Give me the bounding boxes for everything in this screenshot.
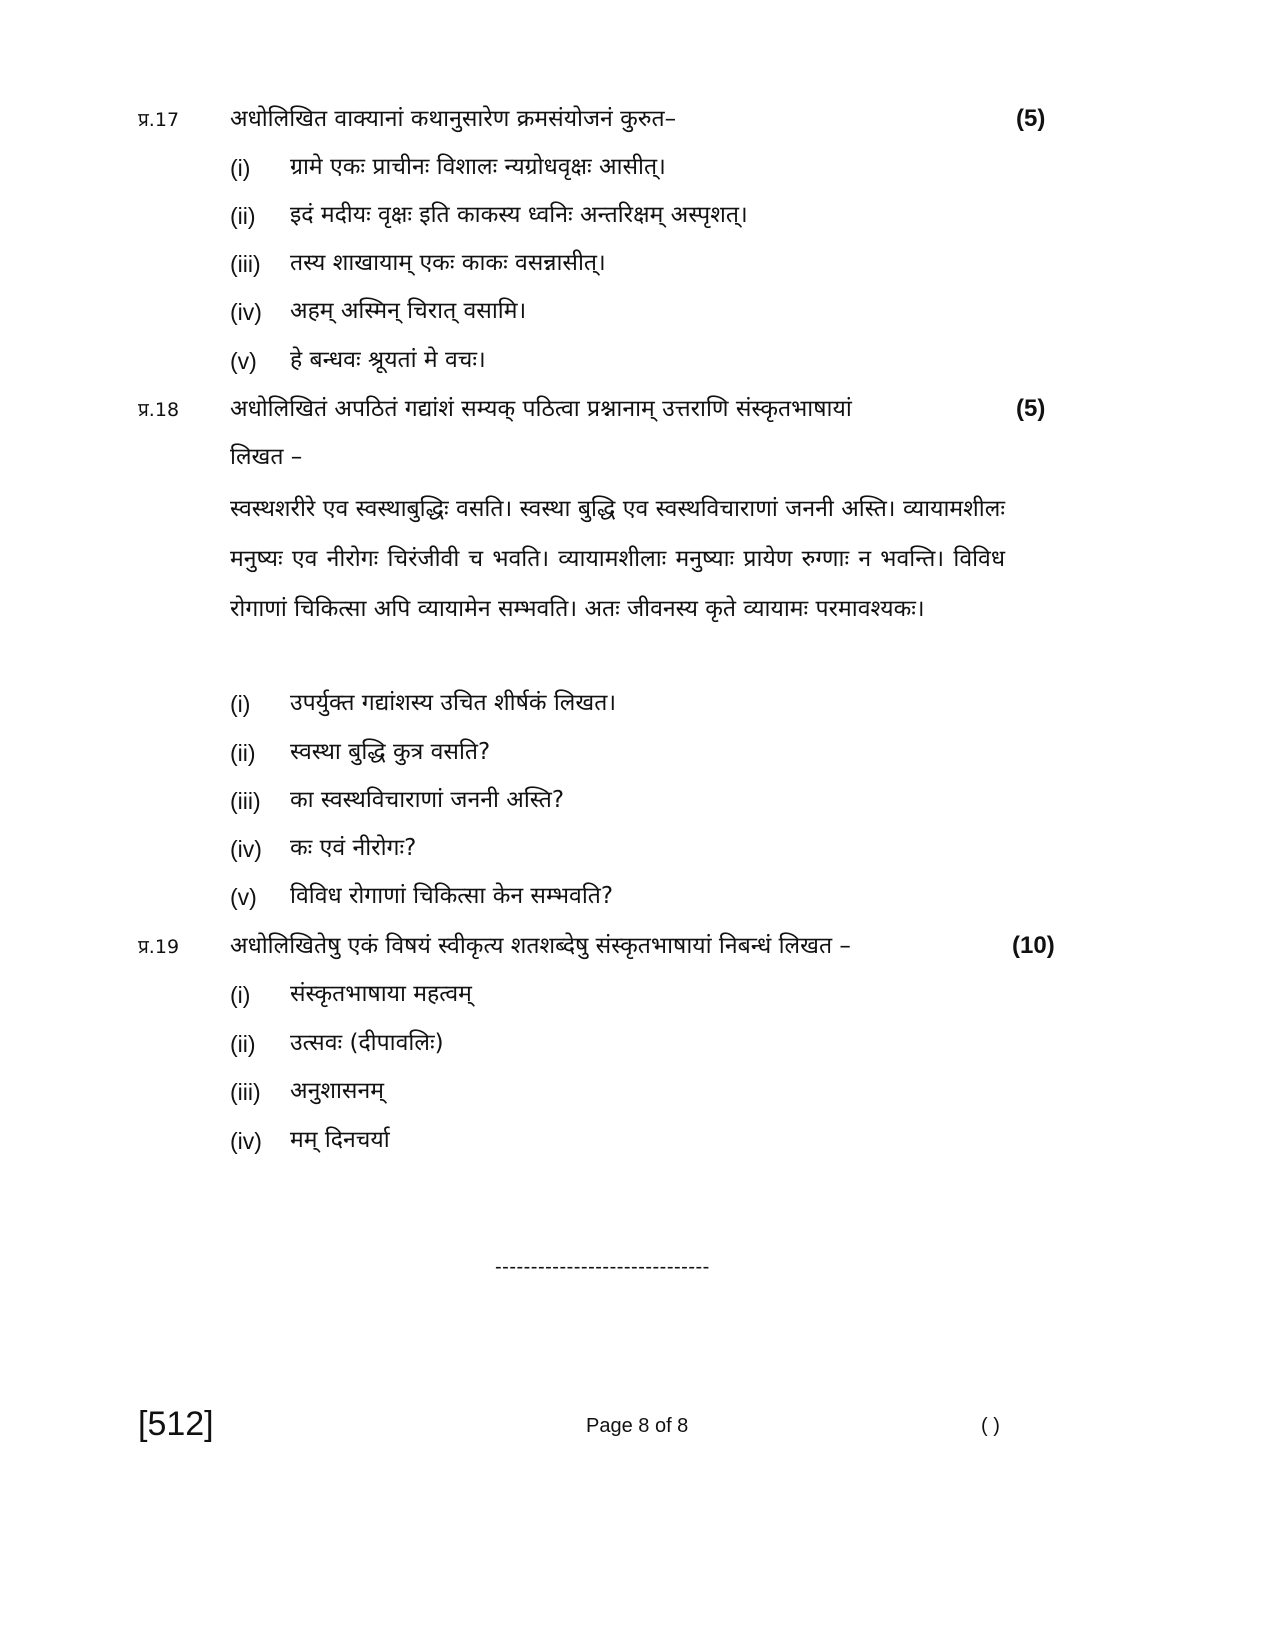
q17-item-text: हे बन्धवः श्रूयतां मे वचः।: [290, 347, 486, 373]
q19-item-number: (ii): [230, 1031, 256, 1057]
q19-instruction: अधोलिखितेषु एकं विषयं स्वीकृत्य शतशब्देषु संस्कृतभाषायां निबन्धं लिखत –: [230, 933, 851, 959]
footer-parentheses: ( ): [981, 1415, 1000, 1437]
q18-item-text: कः एवं नीरोगः?: [290, 835, 417, 861]
q18-item-number: (v): [230, 884, 257, 910]
q19-item-text: मम् दिनचर्या: [290, 1127, 390, 1153]
q18-item-text: का स्वस्थविचाराणां जननी अस्ति?: [290, 787, 565, 813]
q19-number: प्र.19: [138, 936, 180, 958]
q17-item-number: (v): [230, 348, 257, 374]
q18-item-number: (ii): [230, 740, 256, 766]
page-number: Page 8 of 8: [586, 1415, 689, 1437]
q17-marks: (5): [1016, 105, 1046, 132]
q17-item-text: इदं मदीयः वृक्षः इति काकस्य ध्वनिः अन्तरिक्षम् अस्पृशत्।: [290, 202, 748, 228]
q18-item-number: (i): [230, 691, 251, 717]
q18-item-number: (iii): [230, 788, 261, 814]
paper-code: [512]: [138, 1405, 214, 1443]
q17-item-number: (iv): [230, 299, 262, 325]
q18-instruction: अधोलिखितं अपठितं गद्यांशं सम्यक् पठित्वा प्रश्नानाम् उत्तराणि संस्कृतभाषायां: [230, 396, 852, 422]
q18-item-text: स्वस्था बुद्धि कुत्र वसति?: [290, 739, 491, 765]
q17-item-number: (iii): [230, 251, 261, 277]
q18-passage: स्वस्थशरीरे एव स्वस्थाबुद्धिः वसति। स्वस्था बुद्धि एव स्वस्थविचाराणां जननी अस्ति। व्यायामशीलः मनुष्यः एव नीरोगः चिरंजीवी च भवति। व्यायामशीलाः मनुष्याः प्रायेण रुग्णाः न भवन्ति। विविध रोगाणां चिकित्सा अपि व्यायामेन सम्भवति। अतः जीवनस्य कृते व्यायामः परमावश्यकः।: [230, 496, 1005, 622]
q18-item-text: उपर्युक्त गद्यांशस्य उचित शीर्षकं लिखत।: [290, 690, 617, 716]
q17-item-text: अहम् अस्मिन् चिरात् वसामि।: [290, 298, 527, 324]
q19-item-text: उत्सवः (दीपावलिः): [290, 1030, 444, 1056]
q17-item-number: (i): [230, 155, 251, 181]
q17-number: प्र.17: [138, 109, 180, 131]
q19-item-text: अनुशासनम्: [290, 1078, 385, 1104]
q18-item-number: (iv): [230, 836, 262, 862]
q19-marks: (10): [1012, 932, 1055, 959]
end-divider: ------------------------------: [495, 1256, 710, 1278]
q17-item-number: (ii): [230, 203, 256, 229]
q17-instruction: अधोलिखित वाक्यानां कथानुसारेण क्रमसंयोजनं कुरुत–: [230, 106, 677, 132]
q19-item-number: (iv): [230, 1128, 262, 1154]
q17-item-text: तस्य शाखायाम् एकः काकः वसन्नासीत्।: [290, 250, 606, 276]
q19-item-number: (i): [230, 982, 251, 1008]
q18-instruction-continued: लिखत –: [230, 444, 303, 470]
q18-item-text: विविध रोगाणां चिकित्सा केन सम्भवति?: [290, 883, 614, 909]
q18-marks: (5): [1016, 395, 1046, 422]
q19-item-text: संस्कृतभाषाया महत्वम्: [290, 981, 472, 1007]
q18-number: प्र.18: [138, 399, 180, 421]
q19-item-number: (iii): [230, 1079, 261, 1105]
q17-item-text: ग्रामे एकः प्राचीनः विशालः न्यग्रोधवृक्षः आसीत्।: [290, 154, 666, 180]
